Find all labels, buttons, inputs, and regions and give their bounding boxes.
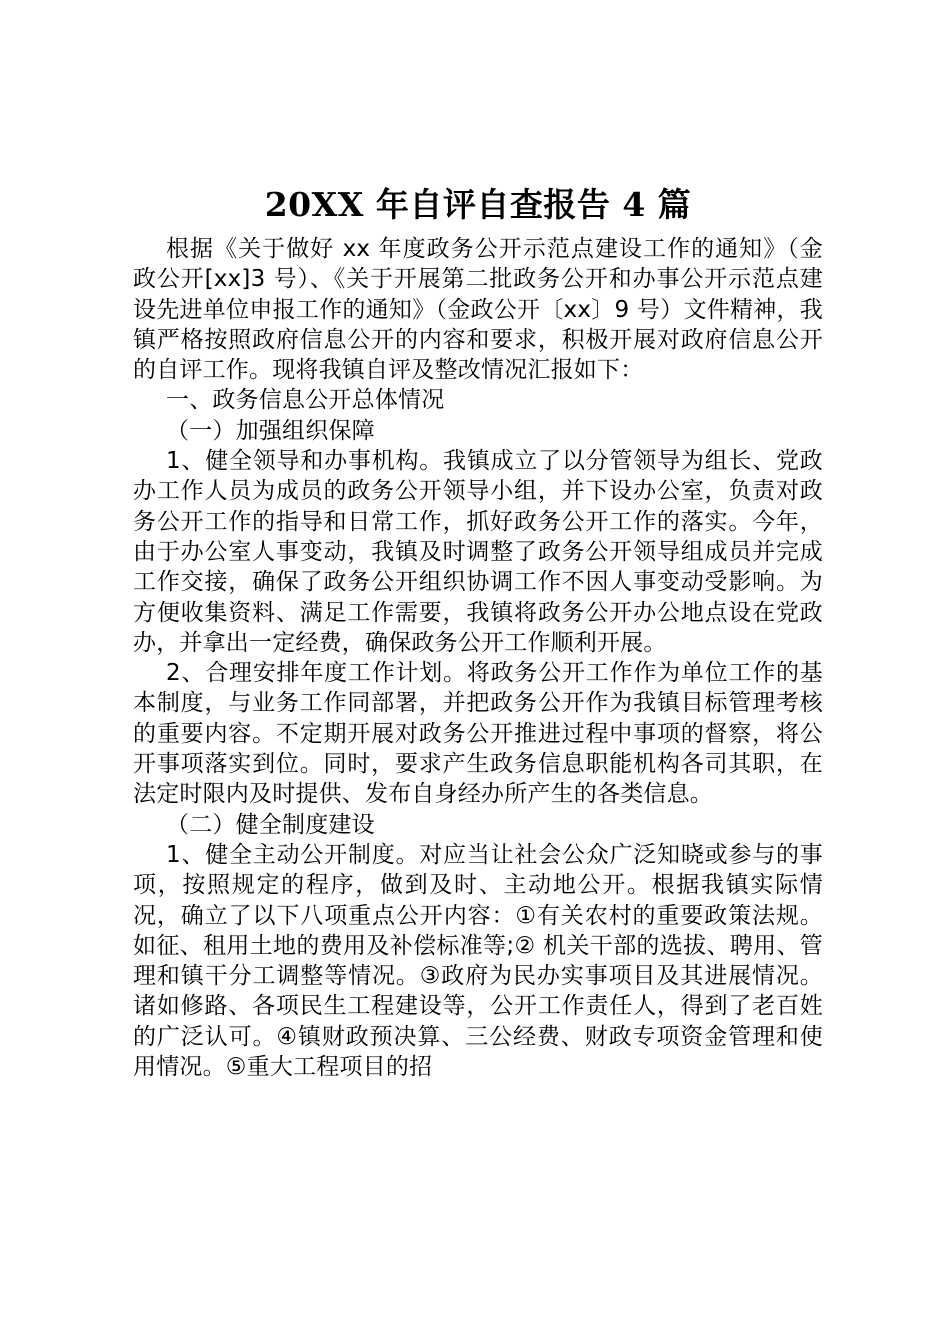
intro-paragraph: 根据《关于做好 xx 年度政务公开示范点建设工作的通知》（金政公开[xx]3 号）、《关于开展第二批政务公开和办事公开示范点建设先进单位申报工作的通知》（金政公开〔xx〕9 号）文件精神，我镇严格按照政府信息公开的内容和要求，积极开展对政府信息公开的自评工作。现将我镇自评及整改情况汇报如下：: [133, 236, 823, 384]
paragraph-proactive-disclosure: 1、健全主动公开制度。对应当让社会公众广泛知晓或参与的事项，按照规定的程序，做到及时、主动地公开。根据我镇实际情况，确立了以下八项重点公开内容：①有关农村的重要政策法规。如征、租用土地的费用及补偿标准等;② 机关干部的选拔、聘用、管理和镇干分工调整等情况。③政府为民办实事项目及其进展情况。诸如修路、各项民生工程建设等，公开工作责任人，得到了老百姓的广泛认可。④镇财政预决算、三公经费、财政专项资金管理和使用情况。⑤重大工程项目的招: [133, 841, 823, 1081]
subsection-heading-organization: （一）加强组织保障: [166, 417, 375, 444]
document-body: [133, 182, 823, 1082]
subsection-heading-system: （二）健全制度建设: [166, 811, 375, 838]
document-title: 20XX 年自评自查报告 4 篇: [264, 185, 692, 224]
section-heading-overall: 一、政务信息公开总体情况: [166, 387, 445, 414]
paragraph-leadership-agency: 1、健全领导和办事机构。我镇成立了以分管领导为组长、党政办工作人员为成员的政务公开领导小组，并下设办公室，负责对政务公开工作的指导和日常工作，抓好政务公开工作的落实。今年，由于办公室人事变动，我镇及时调整了政务公开领导组成员并完成工作交接，确保了政务公开组织协调工作不因人事变动受影响。为方便收集资料、满足工作需要，我镇将政务公开办公地点设在党政办，并拿出一定经费，确保政务公开工作顺利开展。: [133, 448, 823, 656]
paragraph-annual-plan: 2、合理安排年度工作计划。将政务公开工作作为单位工作的基本制度，与业务工作同部署，并把政务公开作为我镇目标管理考核的重要内容。不定期开展对政务公开推进过程中事项的督察，将公开事项落实到位。同时，要求产生政务信息职能机构各司其职，在法定时限内及时提供、发布自身经办所产生的各类信息。: [133, 660, 823, 808]
